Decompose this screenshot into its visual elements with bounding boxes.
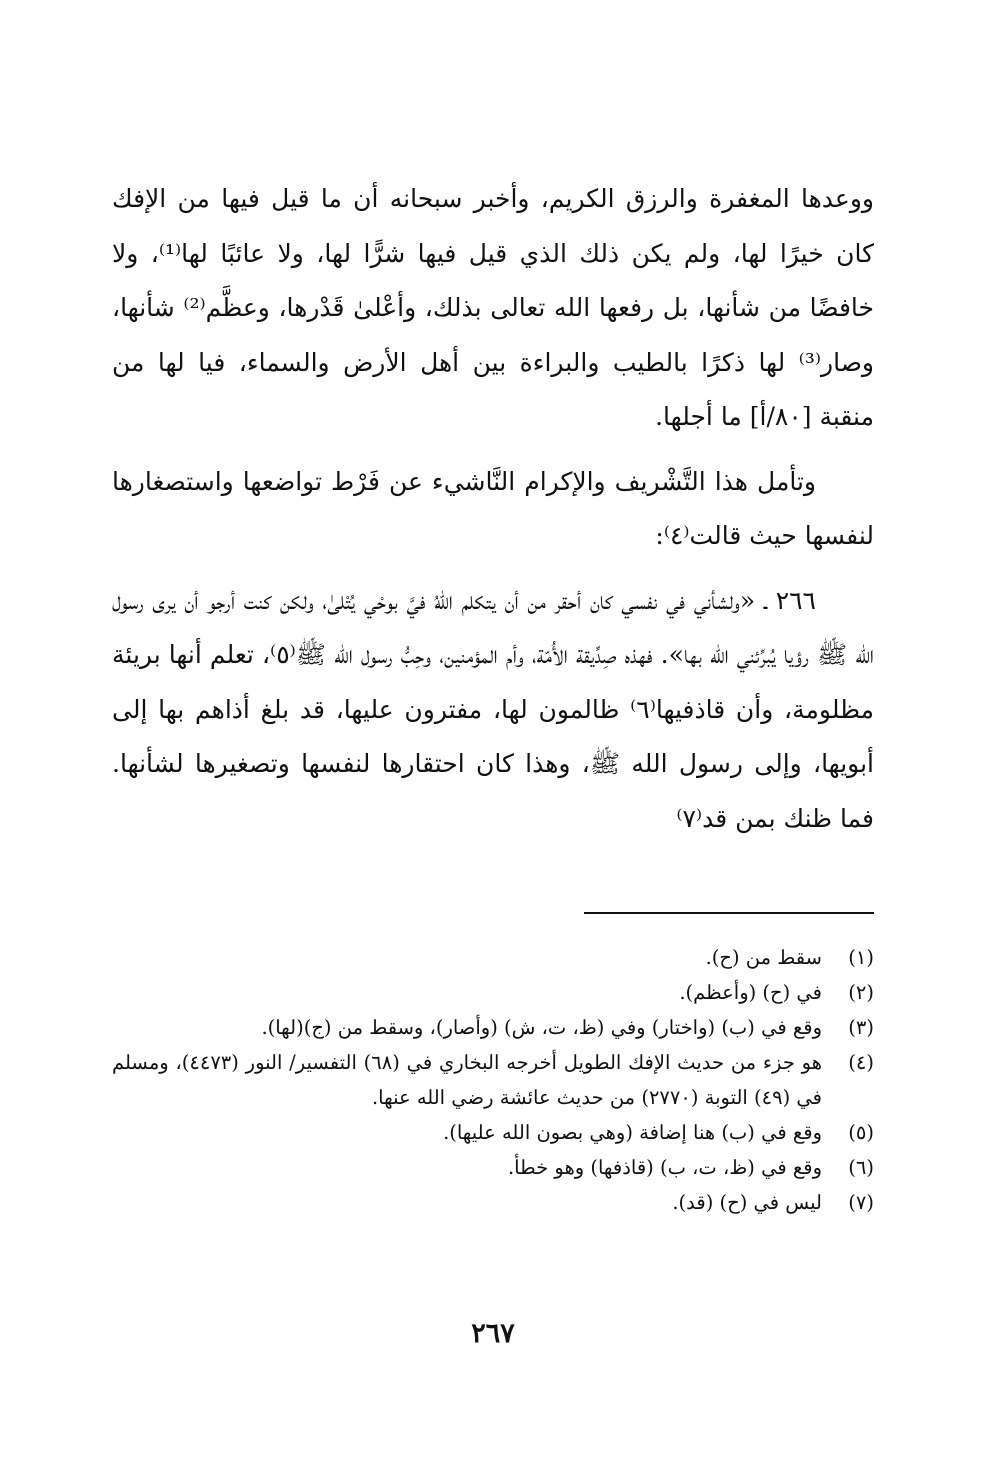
footnote-7 (112, 1185, 874, 1220)
paragraph-1: ووعدها المغفرة والرزق الكريم، وأخبر سبحانه أن ما قيل فيها من الإفك كان خيرًا لها، ولم يكن ذلك الذي قيل فيها شرًّا لها، ولا عائبًا لها⁽¹⁾، ولا خافضًا من شأنها، بل رفعها الله تعالى بذلك، وأعْلىٰ قَدْرها، وعظَّم⁽²⁾ شأنها، وصار⁽³⁾ لها ذكرًا بالطيب والبراءة بين أهل الأرض والسماء، فيا لها من منقبة [٨٠/أ] ما أجلها. (112, 184, 874, 431)
paragraph-2: وتأمل هذا التَّشْريف والإكرام النَّاشيء عن فَرْط تواضعها واستصغارها لنفسها حيث قالت⁽٤⁾: (112, 466, 874, 550)
paragraph-3: ٢٦٦ ـ «ولشأني في نفسي كان أحقر من أن يتكلم اللهُ فيَّ بوحْي يُتْلىٰ، ولكن كنت أرجو أن يرى رسول الله ﷺ رؤيا يُبرِّئني الله بها». فهذه صِدِّيقة الأُمّة، وأم المؤمنين، وحِبُّ رسول الله ﷺ⁽٥⁾، تعلم أنها بريئة مظلومة، وأن قاذفيها⁽٦⁾ ظالمون لها، مفترون عليها، قد بلغ أذاهم بها إلى أبويها، وإلى رسول الله ﷺ، وهذا كان احتقارها لنفسها وتصغيرها لشأنها. فما ظنك بمن قد⁽٧⁾ (112, 585, 875, 833)
footnote-5 (112, 1115, 874, 1150)
footnote-text: وقع في (ب) هنا إضافة (وهي بصون الله عليها). (443, 1121, 822, 1144)
footnote-1 (112, 940, 874, 975)
footnotes (112, 940, 874, 1220)
footnote-number: (٤) (848, 1051, 874, 1074)
footnote-text: وقع في (ب) (واختار) وفي (ظ، ت، ش) (وأصار)، وسقط من (ج)(لها). (261, 1016, 822, 1039)
footnote-number: (٣) (848, 1016, 874, 1039)
footnote-text: في (ح) (وأعظم). (679, 981, 822, 1004)
footnote-text: ليس في (ح) (قد). (672, 1191, 822, 1214)
footnote-6 (112, 1150, 874, 1185)
footnote-text: وقع في (ظ، ت، ب) (قاذفها) وهو خطأ. (507, 1156, 822, 1179)
footnote-2 (112, 975, 874, 1010)
main-text (112, 172, 874, 846)
footnote-number: (١) (848, 946, 874, 969)
footnote-3 (112, 1010, 874, 1045)
footnote-text: سقط من (ح). (705, 946, 822, 969)
footnote-text: هو جزء من حديث الإفك الطويل أخرجه البخاري في (٦٨) التفسير/ النور (٤٤٧٣)، ومسلم في (٤٩) التوبة (٢٧٧٠) من حديث عائشة رضي الله عنها. (112, 1051, 822, 1109)
footnote-divider (584, 912, 874, 914)
footnote-number: (٥) (848, 1121, 874, 1144)
footnote-number: (٦) (848, 1156, 874, 1179)
footnote-number: (٢) (848, 981, 874, 1004)
page-number: ٢٦٧ (471, 1318, 515, 1349)
footnote-4 (112, 1045, 874, 1115)
footnote-number: (٧) (848, 1191, 874, 1214)
